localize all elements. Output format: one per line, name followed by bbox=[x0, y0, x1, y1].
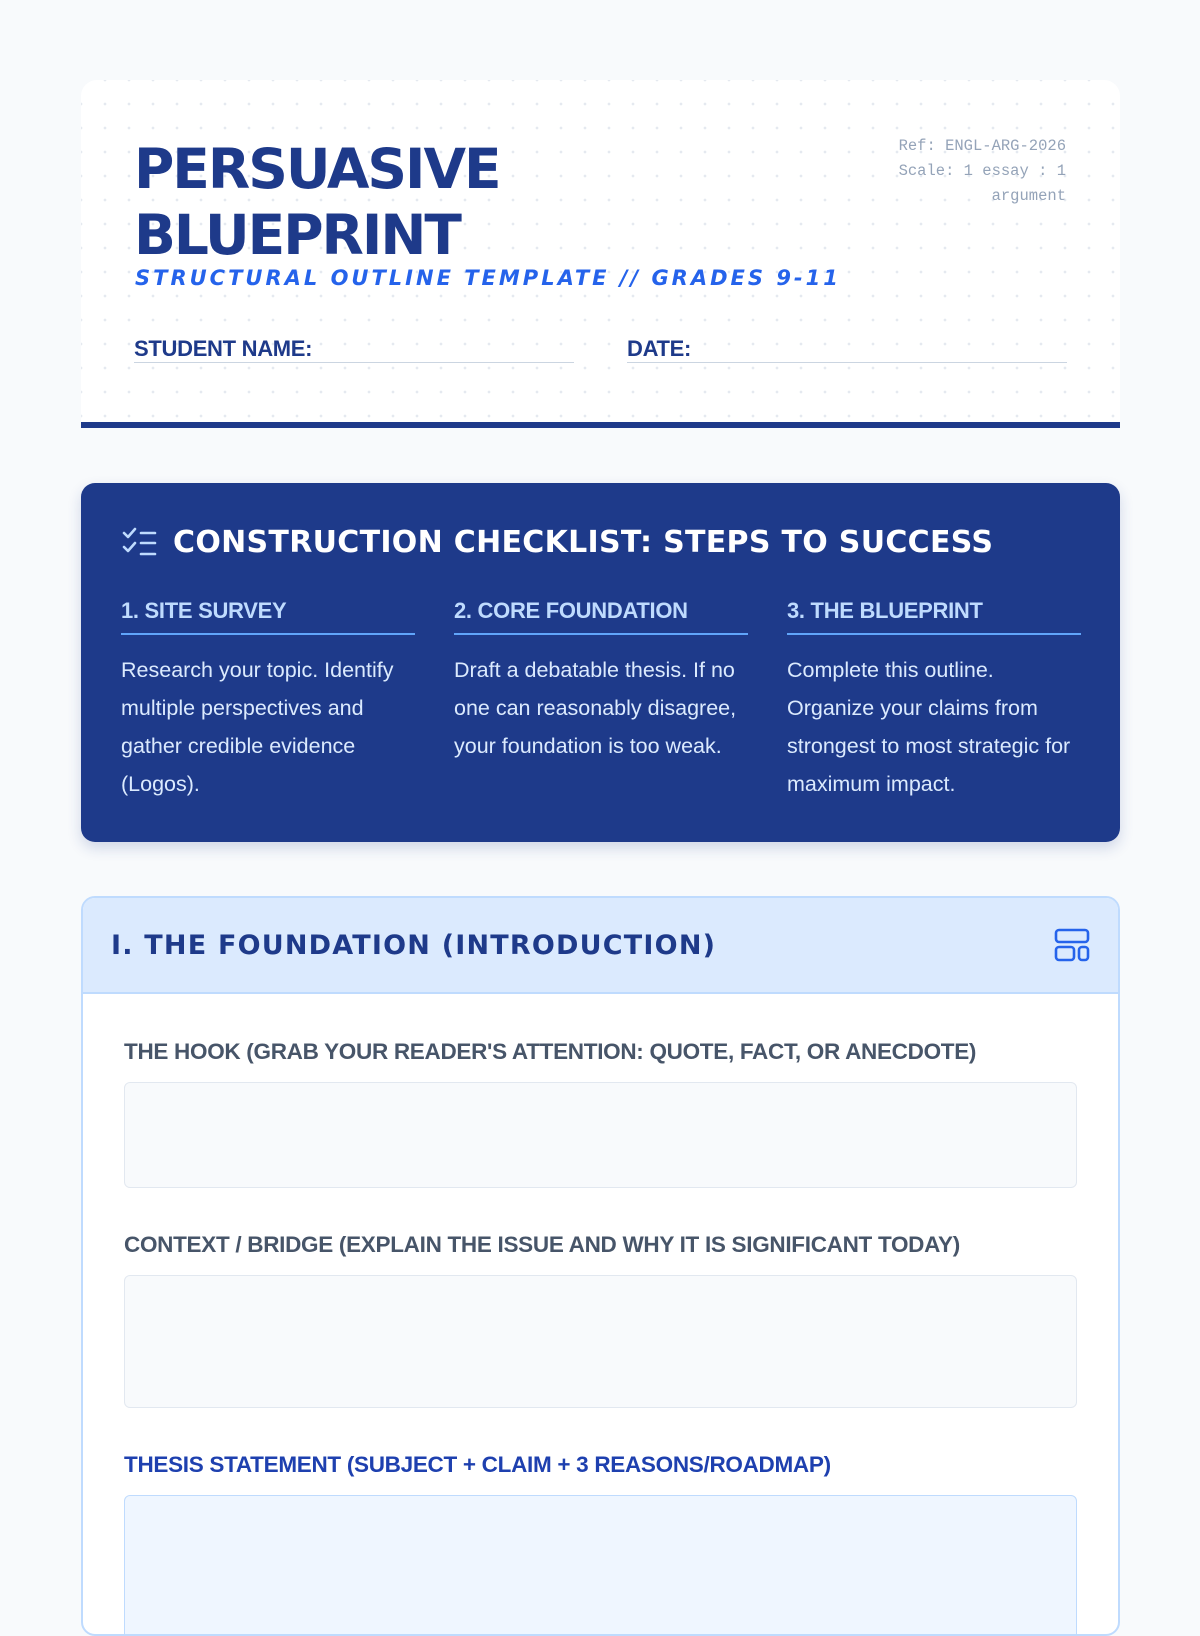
student-name-label: STUDENT NAME: bbox=[134, 336, 313, 361]
step-the-blueprint bbox=[787, 598, 1081, 803]
section-title: I. THE FOUNDATION (INTRODUCTION) bbox=[111, 929, 717, 961]
thesis-input[interactable] bbox=[124, 1495, 1077, 1636]
reference-line-2: Scale: 1 essay : 1 bbox=[898, 162, 1066, 180]
thesis-question bbox=[124, 1452, 1077, 1636]
step-core-foundation bbox=[454, 598, 748, 765]
step-title: 1. SITE SURVEY bbox=[121, 598, 415, 635]
section-header bbox=[83, 898, 1118, 994]
header-card bbox=[81, 80, 1120, 428]
date-label: DATE: bbox=[627, 336, 692, 361]
step-title: 2. CORE FOUNDATION bbox=[454, 598, 748, 635]
student-name-field[interactable] bbox=[134, 336, 574, 363]
reference-block bbox=[866, 134, 1066, 209]
checklist-icon bbox=[121, 526, 157, 560]
hook-input[interactable] bbox=[124, 1082, 1077, 1188]
hook-label: THE HOOK (GRAB YOUR READER'S ATTENTION: QUOTE, FACT, OR ANECDOTE) bbox=[124, 1039, 977, 1064]
step-title: 3. THE BLUEPRINT bbox=[787, 598, 1081, 635]
step-site-survey bbox=[121, 598, 415, 803]
page-subtitle: STRUCTURAL OUTLINE TEMPLATE // GRADES 9-11 bbox=[135, 266, 841, 290]
hook-question bbox=[124, 1039, 1077, 1188]
construction-checklist bbox=[81, 483, 1120, 842]
reference-line-1: Ref: ENGL-ARG-2026 bbox=[898, 137, 1066, 155]
checklist-header bbox=[121, 525, 993, 560]
thesis-label: THESIS STATEMENT (SUBJECT + CLAIM + 3 REASONS/ROADMAP) bbox=[124, 1452, 831, 1477]
step-text: Research your topic. Identify multiple perspectives and gather credible evidence (Logos). bbox=[121, 658, 394, 796]
date-field[interactable] bbox=[627, 336, 1067, 363]
title-line-2: BLUEPRINT bbox=[134, 203, 460, 267]
section-foundation bbox=[81, 896, 1120, 1636]
context-input[interactable] bbox=[124, 1275, 1077, 1408]
context-question bbox=[124, 1232, 1077, 1408]
step-text: Complete this outline. Organize your claims from strongest to most strategic for maximum impact. bbox=[787, 658, 1071, 796]
layout-icon bbox=[1054, 927, 1090, 963]
reference-line-3: argument bbox=[991, 187, 1066, 205]
page-title bbox=[134, 136, 500, 268]
checklist-title: CONSTRUCTION CHECKLIST: STEPS TO SUCCESS bbox=[173, 525, 994, 560]
context-label: CONTEXT / BRIDGE (EXPLAIN THE ISSUE AND WHY IT IS SIGNIFICANT TODAY) bbox=[124, 1232, 960, 1257]
title-line-1: PERSUASIVE bbox=[134, 137, 500, 201]
step-text: Draft a debatable thesis. If no one can reasonably disagree, your foundation is too weak. bbox=[454, 658, 737, 758]
